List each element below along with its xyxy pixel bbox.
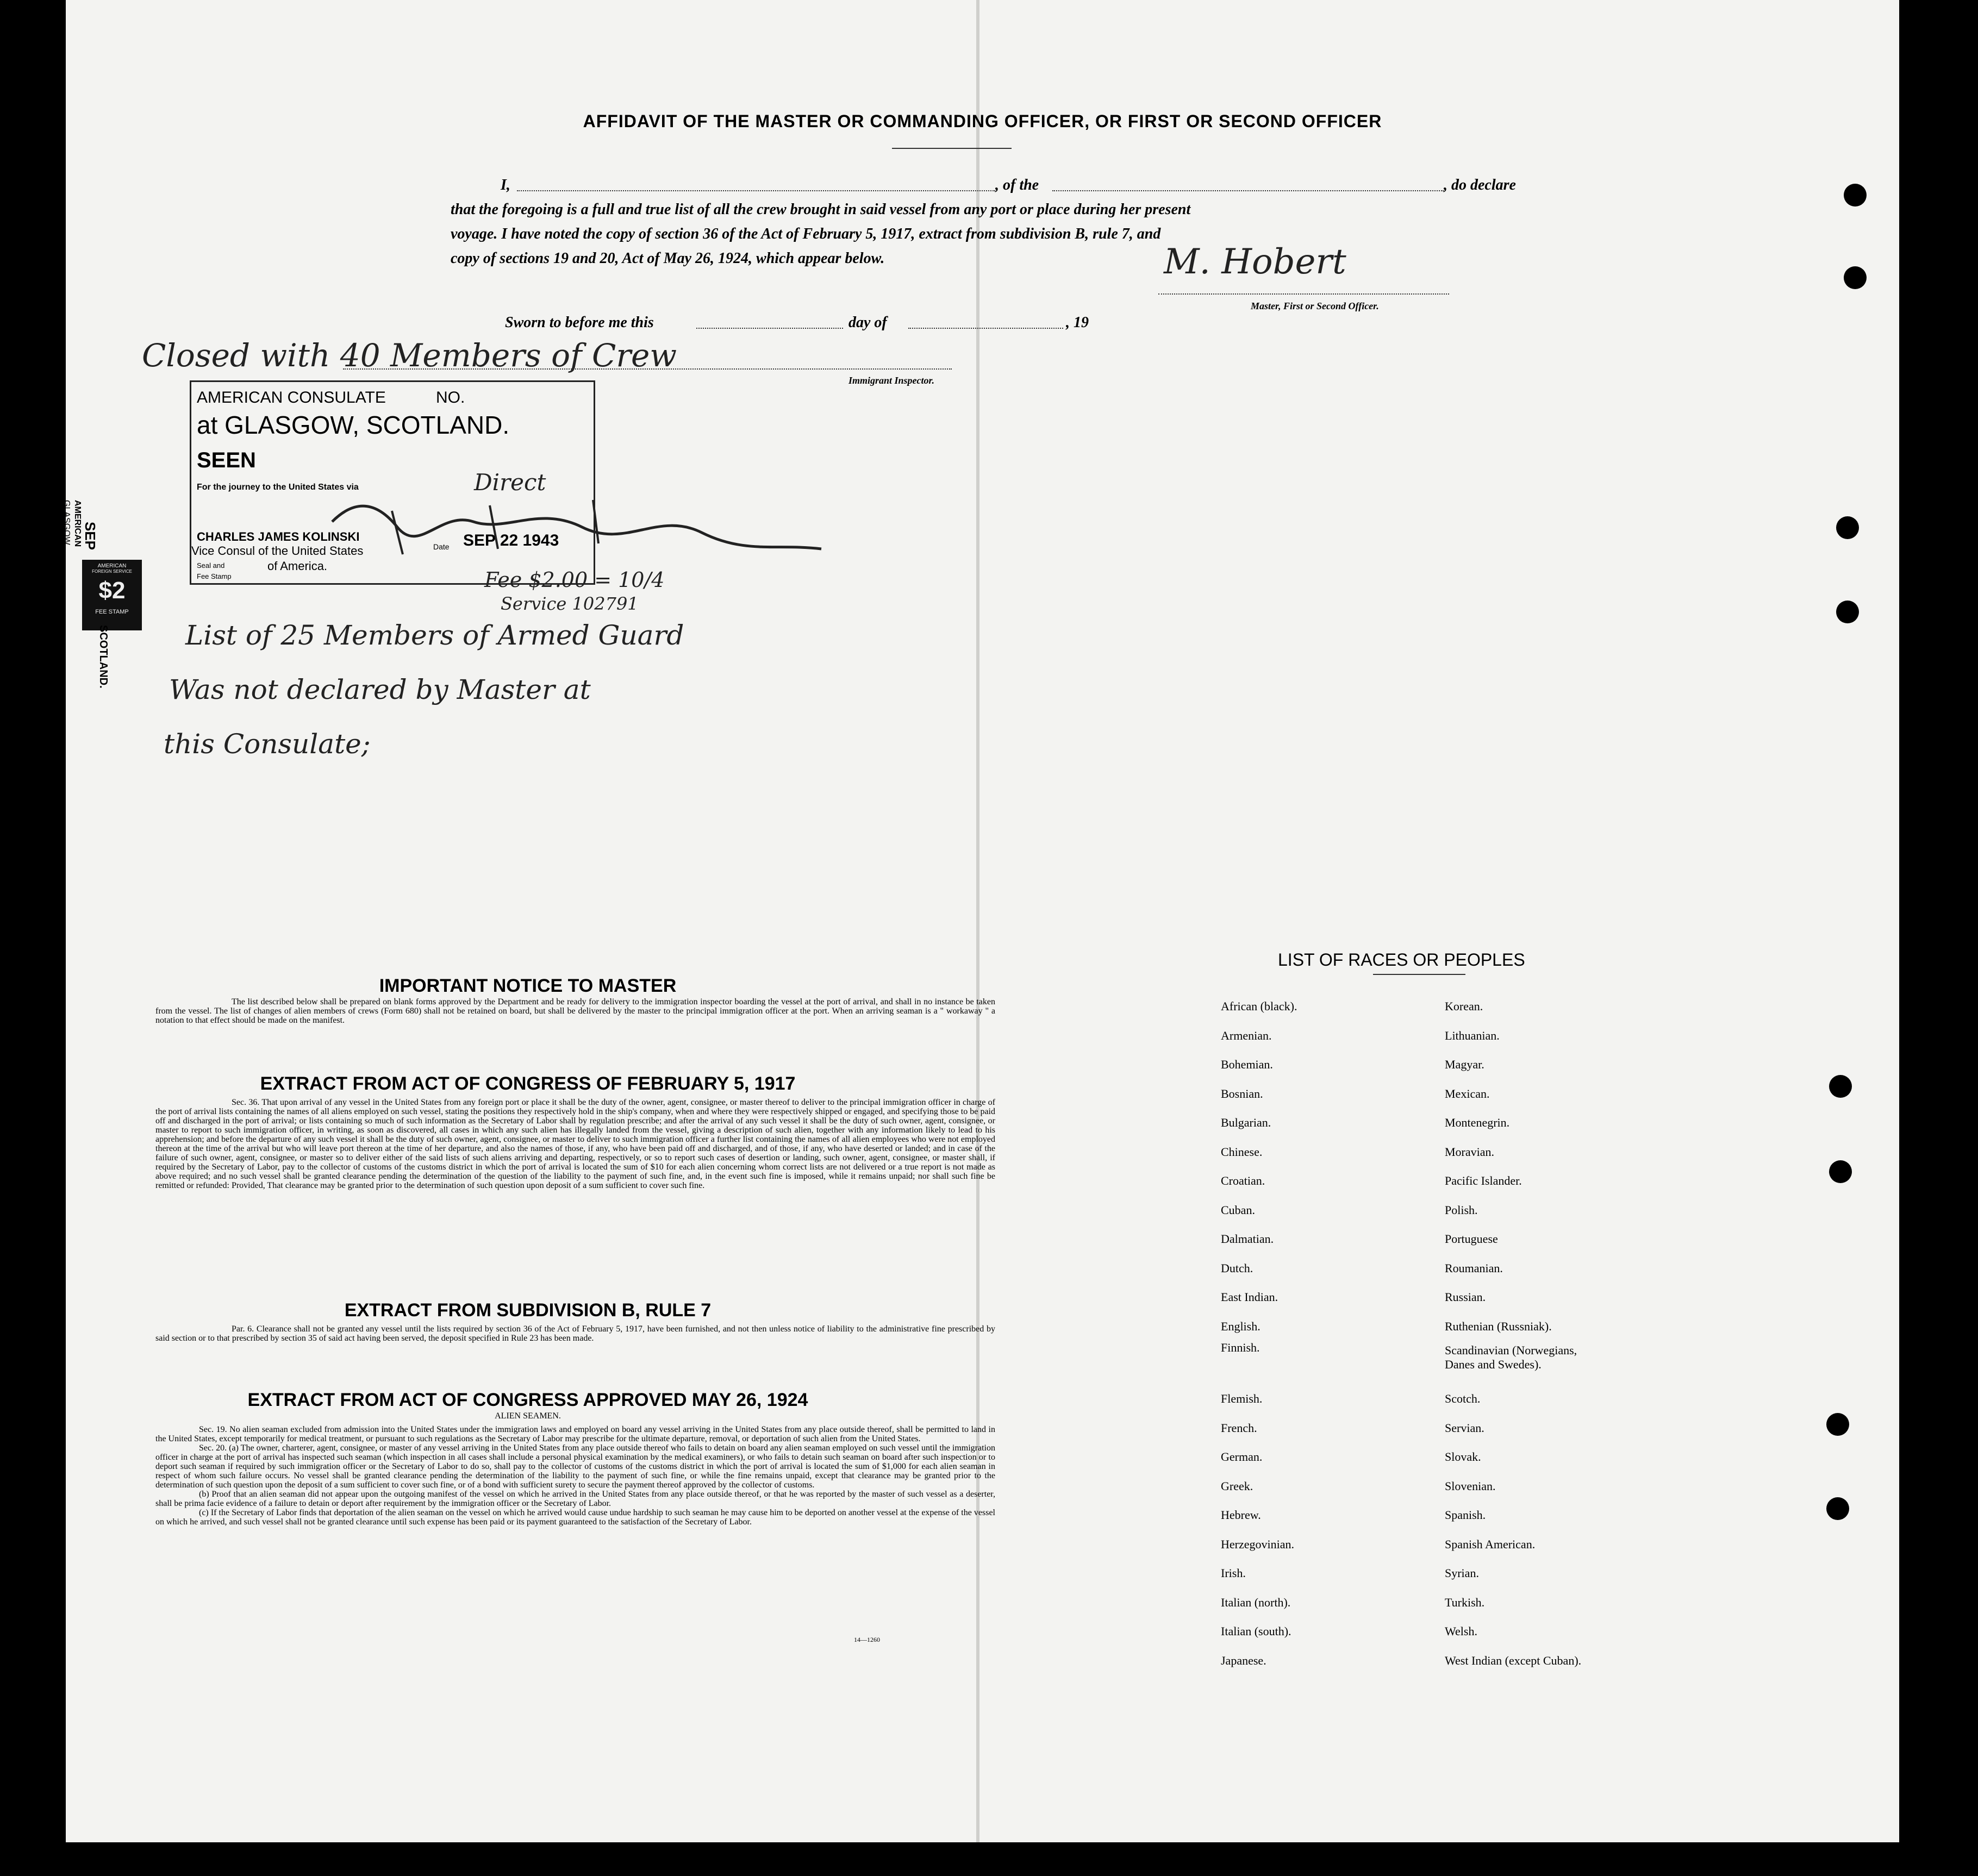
extract-1917-body: Sec. 36. That upon arrival of any vessel in the United States from any foreign port or place it shall be the duty of the owner, agent, consignee, or master thereof to deliver to the principal immigration officer in charge of the port of arrival lists containing the names of all aliens employed on such vessel, stating the positions they respectively hold in the ship's company, when and where they were respectively shipped or engaged, and specifying those to be paid off and discharged in the port of arrival; or lists containing so much of such information as the Secretary of Labor shall by regulation prescribe; and after the arrival of any such vessel it shall be the duty of such owner, agent, consignee, or master to report to such immigration officer, in writing, as soon as discovered, all cases in which any such alien has illegally landed from the vessel, giving a description of such alien, together with any information likely to lead to his apprehension; and before the departure of any such vessel it shall be the duty of such owner, agent, consignee, or master to deliver to such immigration officer a further list containing the names of all alien employees who were not employed thereon at the time of the arrival but who will leave port thereon at the time of her departure, and also the names of those, if any, who have been paid off and discharged, and of those, if any, who have deserted or landed; and in case of the failure of such owner, agent, consignee, or master so to deliver either of the said lists of such aliens arriving and departing, respectively, or so to report such cases of desertion or landing, such owner, agent, consignee, or master shall, if required by the Secretary of Labor, pay to the collector of customs of the customs district in which the port of arrival is located the sum of $10 for each alien concerning whom correct lists are not delivered or a true report is not made as above required; and no such vessel shall be granted clearance pending the determination of the question of the liability to the payment of such fine, and, in the event such fine is imposed, while it remains unpaid; nor shall such fine be remitted or refunded: Provided, That clearance may be granted prior to the determination of such question upon deposit of a sum sufficient to cover such fine.	[155, 1098, 995, 1190]
stamp-officer-name: CHARLES JAMES KOLINSKI	[197, 530, 360, 543]
consul-signature	[310, 489, 827, 571]
race-item: West Indian (except Cuban).	[1445, 1653, 1582, 1667]
affidavit-title: AFFIDAVIT OF THE MASTER OR COMMANDING OFFICER, OR FIRST OR SECOND OFFICER	[583, 111, 1382, 131]
extract-1924-body	[155, 1425, 995, 1527]
race-item: Turkish.	[1445, 1595, 1485, 1609]
signature-line	[1158, 293, 1449, 295]
stamp-journey-via: Direct	[474, 469, 546, 496]
side-stamp-scotland: SCOTLAND.	[97, 625, 109, 689]
month-blank	[908, 328, 1063, 329]
fee-stamp	[82, 560, 142, 630]
extract-rule7-title: EXTRACT FROM SUBDIVISION B, RULE 7	[344, 1300, 712, 1321]
affidavit-of-the: , of the	[995, 177, 1039, 193]
race-item: Slovak.	[1445, 1450, 1481, 1464]
stamp-consulate-label: AMERICAN CONSULATE	[197, 389, 386, 407]
races-left-column	[1221, 992, 1438, 1675]
sec20a-text: Sec. 20. (a) The owner, charterer, agent, consignee, or master of any vessel arriving in the United States from any place outside thereof who fails to detain on board any alien seaman employed on such vessel until the immigration officer in charge at the port of arrival has inspected such seaman (which inspection in all cases shall include a personal physical examination by the medical examiners), or who fails to detain such seaman on board after such inspection or to deport such seaman if required by such immigration officer or the Secretary of Labor to do so, shall pay to the collector of customs of the customs district in which the port of arrival is located the sum of $1,000 for each alien seaman in respect of whom such failure occurs. No vessel shall be granted clearance pending the determination of the liability to the payment of such fine, or while the fine remains unpaid, except that clearance may be granted prior to the determination of such question upon the deposit of a sum sufficient to cover such fine, or of a bond with sufficient surety to secure the payment thereof approved by the collector of customs.	[155, 1443, 995, 1490]
fee-stamp-sub: FOREIGN SERVICE	[92, 569, 132, 574]
stamp-fee-label: Fee Stamp	[197, 572, 232, 580]
race-item: Ruthenian (Russniak).	[1445, 1319, 1552, 1333]
race-item: Dutch.	[1221, 1261, 1253, 1275]
binder-hole	[1844, 184, 1867, 207]
race-item: Welsh.	[1445, 1624, 1477, 1638]
race-item: Italian (north).	[1221, 1595, 1291, 1609]
sworn-day-blank	[696, 328, 843, 329]
affidavit-line2: that the foregoing is a full and true list of all the crew brought in said vessel from any port or place during her present	[451, 201, 1191, 218]
title-underline	[892, 148, 1012, 149]
race-item: Dalmatian.	[1221, 1232, 1274, 1246]
stamp-location: at GLASGOW, SCOTLAND.	[197, 411, 510, 439]
race-item: Chinese.	[1221, 1145, 1263, 1159]
race-item: Pacific Islander.	[1445, 1174, 1522, 1187]
race-item: German.	[1221, 1450, 1263, 1464]
race-item: Bohemian.	[1221, 1058, 1273, 1071]
page-fold	[976, 0, 979, 1842]
binder-hole	[1844, 266, 1867, 289]
signature-caption: Master, First or Second Officer.	[1251, 301, 1379, 311]
race-item: Croatian.	[1221, 1174, 1265, 1187]
stamp-officer-title: Vice Consul of the United States	[191, 544, 364, 558]
race-item: Cuban.	[1221, 1203, 1255, 1217]
binder-hole	[1826, 1413, 1849, 1436]
fee-stamp-value: $2	[98, 577, 126, 604]
handwritten-service: Service 102791	[501, 593, 639, 614]
handwritten-note-2: Was not declared by Master at	[169, 674, 591, 705]
race-item: Japanese.	[1221, 1653, 1266, 1667]
race-item: Polish.	[1445, 1203, 1478, 1217]
day-of-text: day of	[848, 314, 887, 331]
document-page	[62, 0, 1899, 1842]
inspector-line	[343, 368, 952, 370]
race-item: Herzegovinian.	[1221, 1537, 1294, 1551]
side-stamp-sep: SEP	[82, 522, 98, 551]
stamp-seen: SEEN	[197, 448, 256, 472]
race-item: Italian (south).	[1221, 1624, 1291, 1638]
affidavit-i: I,	[501, 177, 510, 193]
stamp-officer-title2: of America.	[267, 559, 328, 573]
race-item: Mexican.	[1445, 1086, 1490, 1100]
notice-body: The list described below shall be prepared on blank forms approved by the Department and be ready for delivery to the immigration inspector boarding the vessel at the port of arrival, and shall in no instance be taken from the vessel. The list of changes of alien members of crews (Form 680) shall not be retained on board, but shall be delivered by the master to the principal immigration officer at the port. When an arriving seaman is a " workaway " a notation to that effect should be made on the manifest.	[155, 997, 995, 1025]
sec20b-text: (b) Proof that an alien seaman did not appear upon the outgoing manifest of the vessel on which he arrived in the United States from any place outside thereof, or that he was reported by the master of such vessel as a deserter, shall be prima facie evidence of a failure to detain or deport after requirement by the immigration officer or the Secretary of Labor.	[155, 1490, 995, 1508]
stamp-no-label: NO.	[436, 389, 465, 407]
binder-hole	[1826, 1497, 1849, 1520]
binder-hole	[1829, 1160, 1852, 1183]
stamp-journey-label: For the journey to the United States via	[197, 483, 359, 492]
handwritten-fee: Fee $2.00 = 10/4	[484, 568, 665, 592]
race-item: Bulgarian.	[1221, 1116, 1271, 1129]
race-item: Lithuanian.	[1445, 1028, 1500, 1042]
race-item: Slovenian.	[1445, 1479, 1496, 1493]
side-stamp-american: AMERICAN	[73, 500, 82, 547]
sworn-text: Sworn to before me this	[505, 314, 654, 331]
race-item: East Indian.	[1221, 1290, 1278, 1304]
binder-hole	[1836, 601, 1859, 623]
race-item: Armenian.	[1221, 1028, 1272, 1042]
race-item: Moravian.	[1445, 1145, 1495, 1159]
sec20c-text: (c) If the Secretary of Labor finds that deportation of the alien seaman on the vessel on which he arrived would cause undue hardship to such seaman he may cause him to be deported on another vessel at the expense of the vessel on which he arrived, and such vessel shall not be granted clearance until such expense has been paid or its payment guaranteed to the satisfaction of the Secretary of Labor.	[155, 1508, 995, 1527]
side-stamp-glasgow: GLASGOW	[62, 500, 71, 545]
handwritten-note-3: this Consulate;	[164, 728, 371, 760]
extract-1917-title: EXTRACT FROM ACT OF CONGRESS OF FEBRUARY 5, 1917	[260, 1073, 796, 1094]
race-item: Korean.	[1445, 999, 1483, 1013]
affidavit-line4: copy of sections 19 and 20, Act of May 26, 1924, which appear below.	[451, 250, 885, 267]
fee-stamp-bottom: FEE STAMP	[95, 609, 129, 615]
extract-1924-title: EXTRACT FROM ACT OF CONGRESS APPROVED MAY 26, 1924	[247, 1390, 808, 1410]
notice-title: IMPORTANT NOTICE TO MASTER	[379, 975, 677, 996]
race-item: Scotch.	[1445, 1392, 1481, 1405]
extract-1924-subtitle: ALIEN SEAMEN.	[495, 1411, 561, 1421]
inspector-caption: Immigrant Inspector.	[848, 375, 935, 386]
race-item: Magyar.	[1445, 1058, 1484, 1071]
race-item: Bosnian.	[1221, 1086, 1263, 1100]
race-item: Russian.	[1445, 1290, 1486, 1304]
race-item: Greek.	[1221, 1479, 1253, 1493]
race-item: Portuguese	[1445, 1232, 1498, 1246]
stamp-seal-label: Seal and	[197, 561, 225, 570]
race-item: Syrian.	[1445, 1566, 1479, 1580]
binder-hole	[1836, 516, 1859, 539]
race-item: French.	[1221, 1421, 1257, 1435]
affidavit-line3: voyage. I have noted the copy of section 36 of the Act of February 5, 1917, extract from subdivision B, rule 7, and	[451, 226, 1161, 242]
race-item: Montenegrin.	[1445, 1116, 1510, 1129]
race-item: Roumanian.	[1445, 1261, 1503, 1275]
races-right-column	[1445, 992, 1695, 1675]
race-item: Spanish.	[1445, 1508, 1486, 1522]
year-prefix: , 19	[1066, 314, 1089, 331]
race-item: Irish.	[1221, 1566, 1246, 1580]
races-title: LIST OF RACES OR PEOPLES	[1278, 950, 1525, 970]
stamp-date-label: Date	[433, 542, 450, 551]
stamp-date: SEP 22 1943	[463, 531, 559, 549]
sec19-text: Sec. 19. No alien seaman excluded from admission into the United States under the immigration laws and employed on board any vessel arriving in the United States from any place outside thereof, shall be permitted to land in the United States, except temporarily for medical treatment, or pursuant to such regulations as the Secretary of Labor may prescribe for the ultimate departure, removal, or deportation of such alien from the United States.	[155, 1425, 995, 1443]
race-item: Scandinavian (Norwegians, Danes and Swedes).	[1445, 1343, 1577, 1371]
binder-hole	[1829, 1075, 1852, 1098]
form-number: 14—1260	[854, 1636, 880, 1643]
fee-stamp-top: AMERICAN	[97, 563, 127, 569]
affidavit-declare: , do declare	[1444, 177, 1516, 193]
name-blank	[517, 190, 995, 191]
extract-rule7-body: Par. 6. Clearance shall not be granted any vessel until the lists required by section 36 of the Act of February 5, 1917, have been furnished, and not then unless notice of liability to the administrative fine prescribed by said section or to that prescribed by section 35 of said act having been served, the deposit specified in Rule 23 has been made.	[155, 1324, 995, 1343]
race-item: Hebrew.	[1221, 1508, 1261, 1522]
handwritten-note-1: List of 25 Members of Armed Guard	[185, 620, 684, 651]
race-item: Spanish American.	[1445, 1537, 1536, 1551]
race-item: African (black).	[1221, 999, 1297, 1013]
master-signature: M. Hobert	[1164, 242, 1346, 282]
race-item: Finnish.	[1221, 1341, 1260, 1354]
handwritten-closed-crew: Closed with 40 Members of Crew	[142, 337, 677, 374]
races-underline	[1373, 974, 1465, 975]
race-item: Flemish.	[1221, 1392, 1263, 1405]
vessel-blank	[1052, 190, 1444, 191]
race-item: English.	[1221, 1319, 1261, 1333]
race-item: Servian.	[1445, 1421, 1484, 1435]
